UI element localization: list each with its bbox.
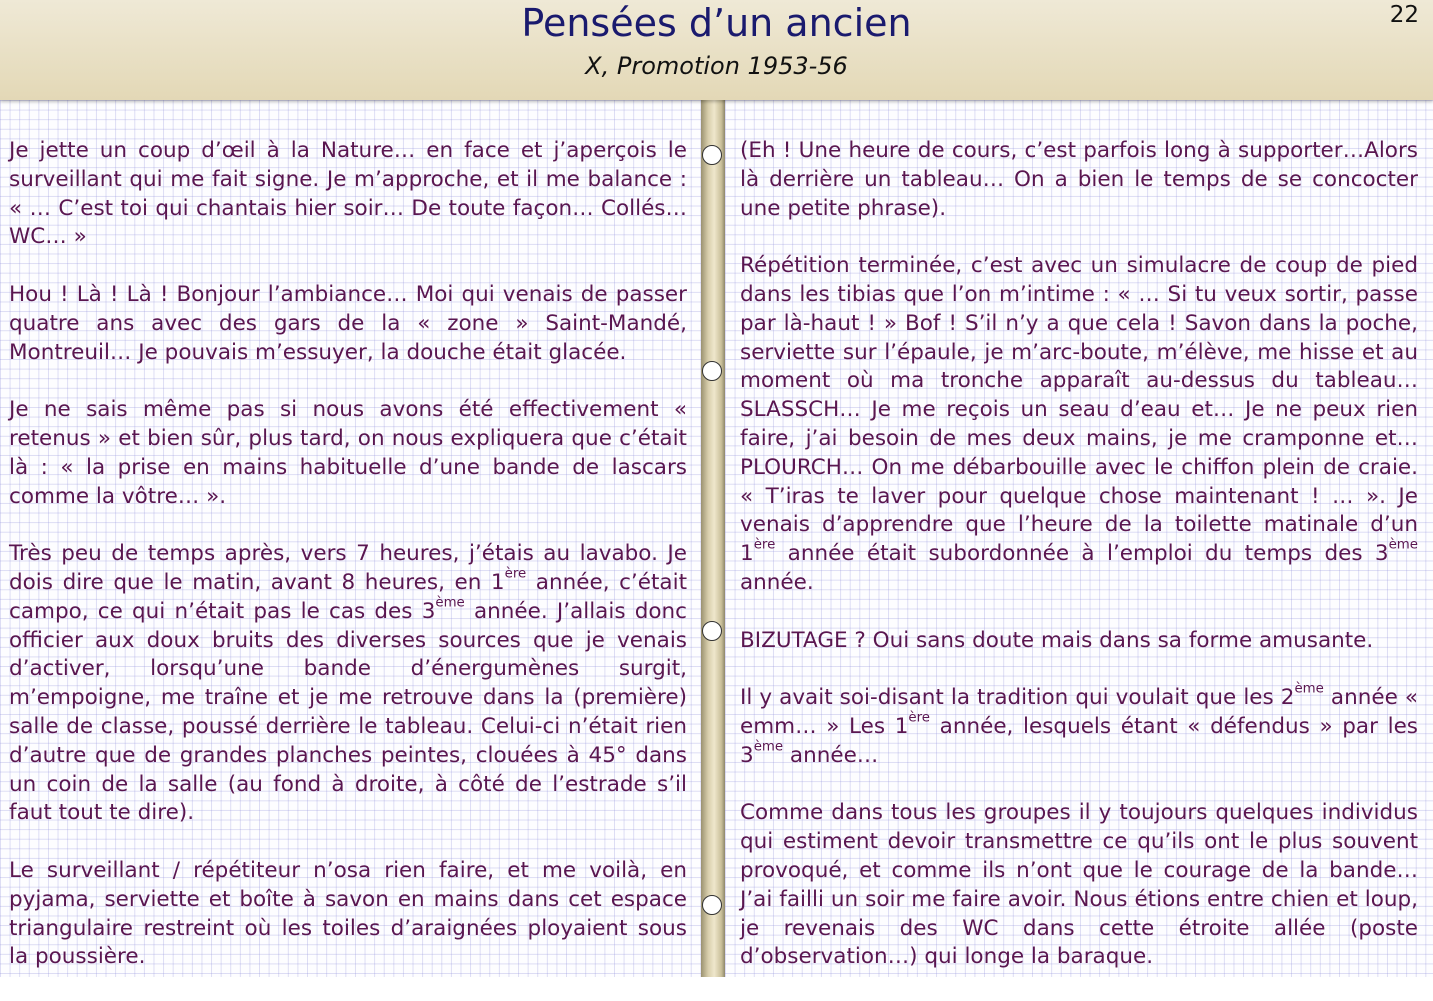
text-run: Répétition terminée, c’est avec un simulacre de coup de pied dans les tibias que l’on m’intime : « … Si tu veux sortir, passe par là-haut ! » Bof ! S’il n’y a que cela ! Savon dans la poche, serviette sur l’épaule, je m’arc-boute, m’élève, me hisse et au moment où ma tronche apparaît au-dessus du tableau… SLASSCH… Je me reçois un seau d’eau et… Je ne peux rien faire, j’ai besoin de mes deux mains, je me cramponne et… PLOURCH… On me débarbouille avec le chiffon plein de craie. « T’iras te laver pour quelque chose maintenant ! … ». Je venais d’apprendre que l’heure de la toilette matinale d’un 1 <box>740 253 1418 567</box>
notebook-spine <box>701 100 725 977</box>
text-run: année. <box>740 569 814 595</box>
paragraph <box>740 681 1418 770</box>
superscript: ème <box>435 595 465 611</box>
binder-ring-icon <box>702 895 722 915</box>
paragraph: Le surveillant / répétiteur n’osa rien faire, et me voilà, en pyjama, serviette et boîte à savon en mains dans cet espace triangulaire restreint où les toiles d’araignées ployaient sous la poussière. <box>9 857 687 970</box>
superscript: ère <box>753 537 776 553</box>
page-title: Pensées d’un ancien <box>521 1 912 45</box>
binder-ring-icon <box>702 621 722 641</box>
paragraph: (Eh ! Une heure de cours, c’est parfois long à supporter…Alors là derrière un tableau… On a bien le temps de se concocter une petite phrase). <box>740 138 1418 221</box>
right-text-column <box>740 137 1418 1001</box>
text-run: année, c’était campo, ce qui n’était pas le cas des 3 <box>9 569 688 624</box>
superscript: ère <box>504 566 527 582</box>
text-run: année, lesquels étant « défendus » par les 3 <box>740 713 1418 768</box>
page-header <box>0 0 1433 100</box>
paragraph <box>740 252 1418 598</box>
text-run: année « emm… » Les 1 <box>740 685 1418 739</box>
binder-ring-icon <box>702 361 722 381</box>
text-run: année était subordonnée à l’emploi du temps des 3 <box>775 541 1389 567</box>
binder-ring-icon <box>702 145 722 165</box>
text-run: année. J’allais donc officier aux doux bruits des diverses sources que je venais d’activer, lorsqu’une bande d’énergumènes surgit, m’empoigne, me traîne et je me retrouve dans la (première) salle de classe, poussé derrière le tableau. Celui-ci n’était rien d’autre que de grandes planches peintes, clouées à 45° dans un coin de la salle (au fond à droite, à côté de l’estrade s’il faut tout te dire). <box>9 598 687 826</box>
paragraph: Je jette un coup d’œil à la Nature… en face et j’aperçois le surveillant qui me fait signe. Je m’approche, et il me balance : « … C’est toi qui chantais hier soir… De toute façon… Collés… WC… » <box>9 138 687 250</box>
paragraph: Hou ! Là ! Là ! Bonjour l’ambiance… Moi qui venais de passer quatre ans avec des gars de la « zone » Saint-Mandé, Montreuil… Je pouvais m’essuyer, la douche était glacée. <box>9 281 687 365</box>
text-run: année… <box>783 742 879 768</box>
left-text-column <box>9 137 687 1001</box>
page-subtitle: X, Promotion 1953-56 <box>585 52 848 80</box>
superscript: ème <box>1294 681 1324 697</box>
paragraph: Je ne sais même pas si nous avons été effectivement « retenus » et bien sûr, plus tard, on nous expliquera que c’était là : « la prise en mains habituelle d’une bande de lascars comme la vôtre… ». <box>9 397 687 509</box>
paragraph: Comme dans tous les groupes il y toujours quelques individus qui estiment devoir transmettre ce qu’ils ont le plus souvent provoqué, et comme ils n’ont que le courage de la bande… J’ai failli un soir me faire avoir. Nous étions entre chien et loup, je revenais des WC dans cette étroite allée (poste d’observation…) qui longe la baraque. <box>740 800 1418 970</box>
superscript: ère <box>908 710 931 726</box>
page-number: 22 <box>1389 2 1419 28</box>
superscript: ème <box>753 739 784 755</box>
superscript: ème <box>1388 537 1418 553</box>
paragraph <box>9 540 687 828</box>
text-run: Très peu de temps après, vers 7 heures, j’étais au lavabo. Je dois dire que le matin, avant 8 heures, en 1 <box>9 541 687 595</box>
text-run: Il y avait soi-disant la tradition qui voulait que les 2 <box>740 685 1295 711</box>
paragraph: BIZUTAGE ? Oui sans doute mais dans sa forme amusante. <box>740 627 1374 653</box>
